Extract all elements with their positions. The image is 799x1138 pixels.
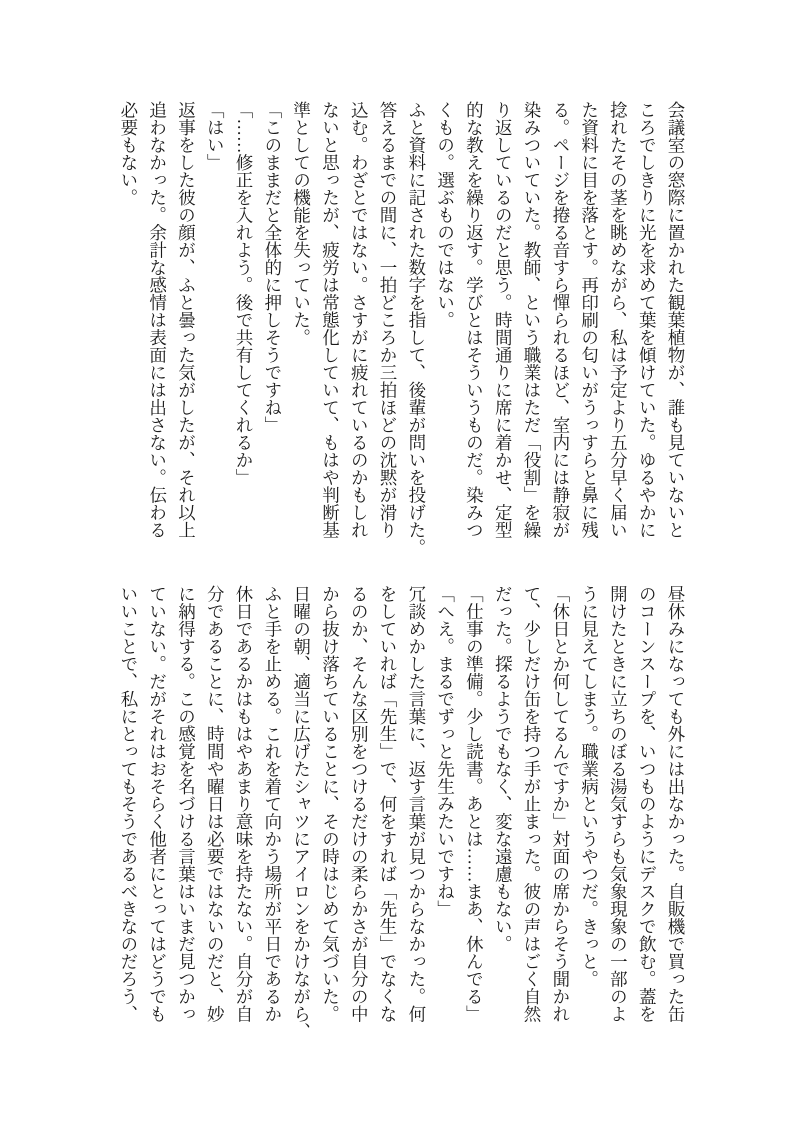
text-line: 「へえ。まるでずっと先生みたいですね」 (435, 585, 456, 918)
text-line: ころでしきりに光を求めて葉を傾けていた。ゆるやかに (637, 101, 658, 539)
text-line: 開けたときに立ちのぼる湯気すらも気象現象の一部のよ (608, 585, 629, 1023)
text-line: 日曜の朝、適当に広げたシャツにアイロンをかけながら、 (291, 585, 312, 1040)
text-line: り返しているのだと思う。時間通りに席に着かせ、定型 (493, 101, 514, 539)
text-line: 追わなかった。余計な感情は表面には出さない。伝わる (147, 101, 168, 539)
text-line: くもの。選ぶものではない。 (435, 101, 456, 329)
text-line: 「……修正を入れよう。後で共有してくれるか」 (234, 101, 255, 486)
text-line: 分であることに、時間や曜日は必要ではないのだと、妙 (205, 585, 226, 1023)
text-line: 捻れたその茎を眺めながら、私は予定より五分早く届い (608, 101, 629, 539)
text-line: て、少しだけ缶を持つ手が止まった。彼の声はごく自然 (522, 585, 543, 1023)
text-line: た資料に目を落とす。再印刷の匂いがうっすらと鼻に残 (579, 101, 600, 539)
text-line: るのか、そんな区別をつけるだけの柔らかさが自分の中 (349, 585, 370, 1023)
text-line: 必要もない。 (118, 101, 139, 206)
text-line: 「このままだと全体的に押しそうですね」 (262, 101, 283, 434)
text-line: ふと手を止める。これを着て向かう場所が平日であるか (262, 585, 283, 1023)
text-line: のコーンスープを、いつものようにデスクで飲む。蓋を (637, 585, 658, 1023)
text-line: 的な教えを繰り返す。学びとはそういうものだ。染みつ (464, 101, 485, 539)
text-line: 「仕事の準備。少し読書。あとは……まあ、休んでる」 (464, 585, 485, 1023)
text-line: 答えるまでの間に、一拍どころか三拍ほどの沈黙が滑り (378, 101, 399, 539)
text-line: 休日であるかはもはやあまり意味を持たない。自分が自 (234, 585, 255, 1023)
text-line: 返事をした彼の顔が、ふと曇った気がしたが、それ以上 (176, 101, 197, 539)
text-line: から抜け落ちていることに、その時はじめて気づいた。 (320, 585, 341, 1023)
text-line: 染みついていた。教師、という職業はただ「役割」を繰 (522, 101, 543, 539)
text-line: 昼休みになっても外には出なかった。自販機で買った缶 (666, 585, 686, 1023)
text-line: 込む。わざとではない。さすがに疲れているのかもしれ (349, 101, 370, 539)
text-line: 準としての機能を失っていた。 (291, 101, 312, 346)
text-line: 「休日とか何してるんですか」対面の席からそう聞かれ (550, 585, 571, 1023)
text-line: ないと思ったが、疲労は常態化していて、もはや判断基 (320, 101, 341, 539)
text-line: だった。探るようでもなく、変な遠慮もない。 (493, 585, 514, 953)
text-line: 「はい」 (205, 101, 226, 171)
text-line: に納得する。この感覚を名づける言葉はいまだ見つかっ (176, 585, 197, 1023)
text-line: る。ページを捲る音すら憚られるほど、室内には静寂が (550, 101, 571, 539)
text-line: ていない。だがそれはおそらく他者にとってはどうでも (147, 585, 168, 1023)
text-line: ふと資料に記された数字を指して、後輩が問いを投げた。 (406, 101, 427, 556)
text-block-top (114, 101, 690, 556)
text-line: をしていれば「先生」で、何をすれば「先生」でなくな (378, 585, 399, 1023)
text-line: うに見えてしまう。職業病というやつだ。きっと。 (579, 585, 600, 988)
text-line: 冗談めかした言葉に、返す言葉が見つからなかった。何 (406, 585, 427, 1023)
text-line: 会議室の窓際に置かれた観葉植物が、誰も見ていないと (666, 101, 686, 539)
text-block-bottom (114, 585, 690, 1040)
text-line: いいことで、私にとってもそうであるべきなのだろう、 (118, 585, 139, 1023)
